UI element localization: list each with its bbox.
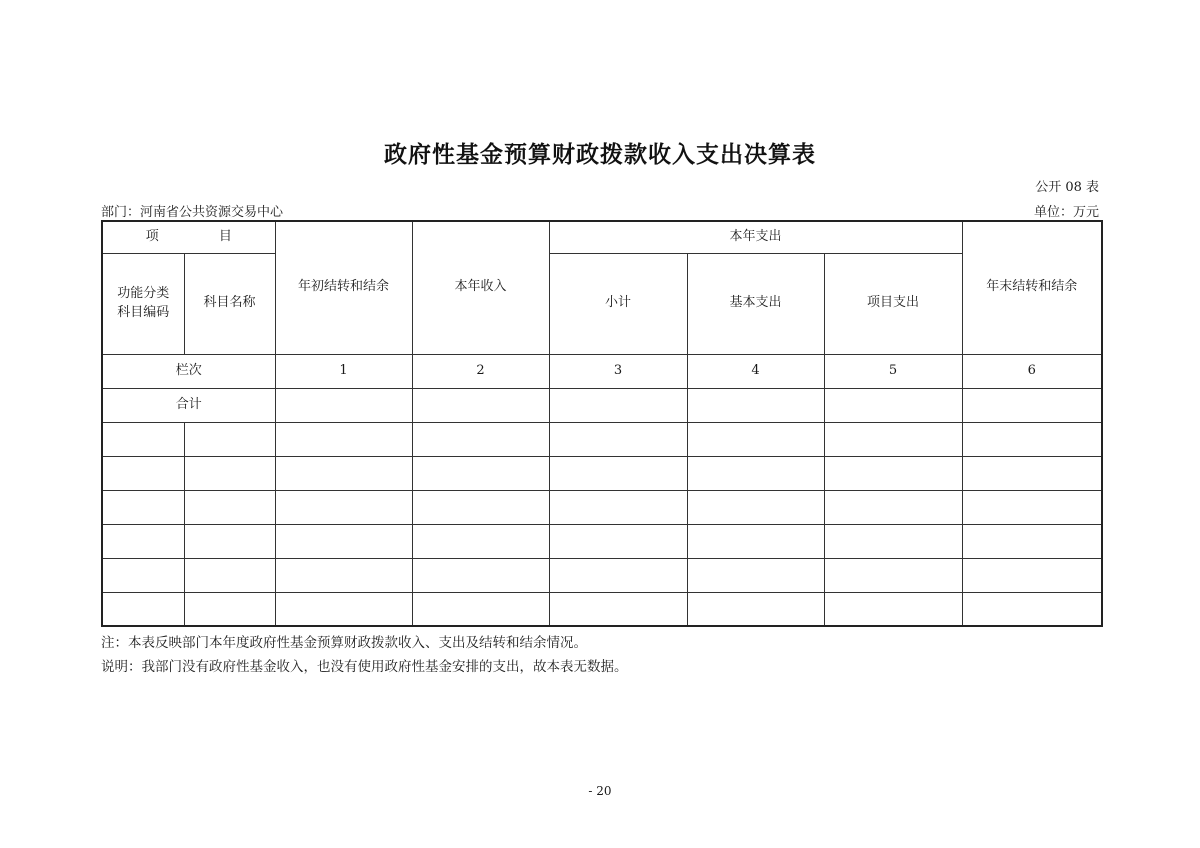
column-row-label: 栏次 <box>102 354 275 388</box>
table-cell <box>412 388 549 422</box>
table-cell <box>412 592 549 626</box>
column-number: 5 <box>824 354 962 388</box>
table-cell <box>102 524 184 558</box>
table-row <box>102 592 1102 626</box>
table-row <box>102 558 1102 592</box>
table-row <box>102 456 1102 490</box>
table-note: 注：本表反映部门本年度政府性基金预算财政拨款收入、支出及结转和结余情况。 <box>101 635 587 651</box>
table-cell <box>275 558 412 592</box>
table-cell <box>549 490 687 524</box>
table-cell <box>687 524 824 558</box>
column-number: 4 <box>687 354 824 388</box>
table-cell <box>184 558 275 592</box>
table-cell <box>962 456 1102 490</box>
table-cell <box>962 490 1102 524</box>
table-cell <box>102 456 184 490</box>
table-cell <box>184 524 275 558</box>
table-cell <box>824 524 962 558</box>
header-basic-expenditure: 基本支出 <box>687 253 824 354</box>
total-row-label: 合计 <box>102 388 275 422</box>
header-project-expenditure: 项目支出 <box>824 253 962 354</box>
table-cell <box>412 524 549 558</box>
table-cell <box>962 422 1102 456</box>
page-number: - 20 <box>588 784 612 798</box>
table-cell <box>687 388 824 422</box>
table-cell <box>549 388 687 422</box>
table-cell <box>412 456 549 490</box>
header-subtotal: 小计 <box>549 253 687 354</box>
table-explanation: 说明：我部门没有政府性基金收入，也没有使用政府性基金安排的支出，故本表无数据。 <box>101 659 628 675</box>
column-number: 2 <box>412 354 549 388</box>
table-cell <box>412 422 549 456</box>
table-cell <box>824 558 962 592</box>
form-number: 公开 08 表 <box>1035 180 1099 195</box>
column-number: 1 <box>275 354 412 388</box>
table-cell <box>275 422 412 456</box>
table-cell <box>824 456 962 490</box>
table-cell <box>687 558 824 592</box>
header-subject-name: 科目名称 <box>184 253 275 354</box>
table-cell <box>549 524 687 558</box>
unit-label: 单位：万元 <box>1033 205 1099 220</box>
header-expenditure: 本年支出 <box>549 221 962 253</box>
table-cell <box>275 388 412 422</box>
header-income: 本年收入 <box>412 221 549 354</box>
table-cell <box>549 456 687 490</box>
table-cell <box>687 422 824 456</box>
column-number: 3 <box>549 354 687 388</box>
table-cell <box>824 592 962 626</box>
table-cell <box>687 592 824 626</box>
header-item: 项 目 <box>102 221 275 253</box>
table-row <box>102 422 1102 456</box>
table-cell <box>549 422 687 456</box>
table-cell <box>184 592 275 626</box>
table-cell <box>962 388 1102 422</box>
table-row <box>102 524 1102 558</box>
column-number: 6 <box>962 354 1102 388</box>
table-cell <box>549 592 687 626</box>
table-cell <box>824 490 962 524</box>
total-row <box>102 388 1102 422</box>
table-cell <box>962 592 1102 626</box>
table-cell <box>184 422 275 456</box>
table-cell <box>275 592 412 626</box>
table-row <box>102 490 1102 524</box>
department-label: 部门：河南省公共资源交易中心 <box>101 205 284 220</box>
header-end-balance: 年末结转和结余 <box>962 221 1102 354</box>
column-number-row <box>102 354 1102 388</box>
table-cell <box>962 524 1102 558</box>
table-cell <box>687 456 824 490</box>
table-cell <box>102 422 184 456</box>
header-func-code: 功能分类科目编码 <box>102 253 184 354</box>
table-cell <box>275 490 412 524</box>
table-cell <box>102 490 184 524</box>
table-cell <box>962 558 1102 592</box>
table-cell <box>102 558 184 592</box>
table-cell <box>687 490 824 524</box>
table-cell <box>824 388 962 422</box>
budget-table <box>101 220 1103 627</box>
table-cell <box>184 490 275 524</box>
table-cell <box>824 422 962 456</box>
table-cell <box>275 524 412 558</box>
table-cell <box>412 490 549 524</box>
table-cell <box>275 456 412 490</box>
table-cell <box>102 592 184 626</box>
table-cell <box>412 558 549 592</box>
table-cell <box>549 558 687 592</box>
header-begin-balance: 年初结转和结余 <box>275 221 412 354</box>
table-cell <box>184 456 275 490</box>
page-title: 政府性基金预算财政拨款收入支出决算表 <box>384 141 816 168</box>
